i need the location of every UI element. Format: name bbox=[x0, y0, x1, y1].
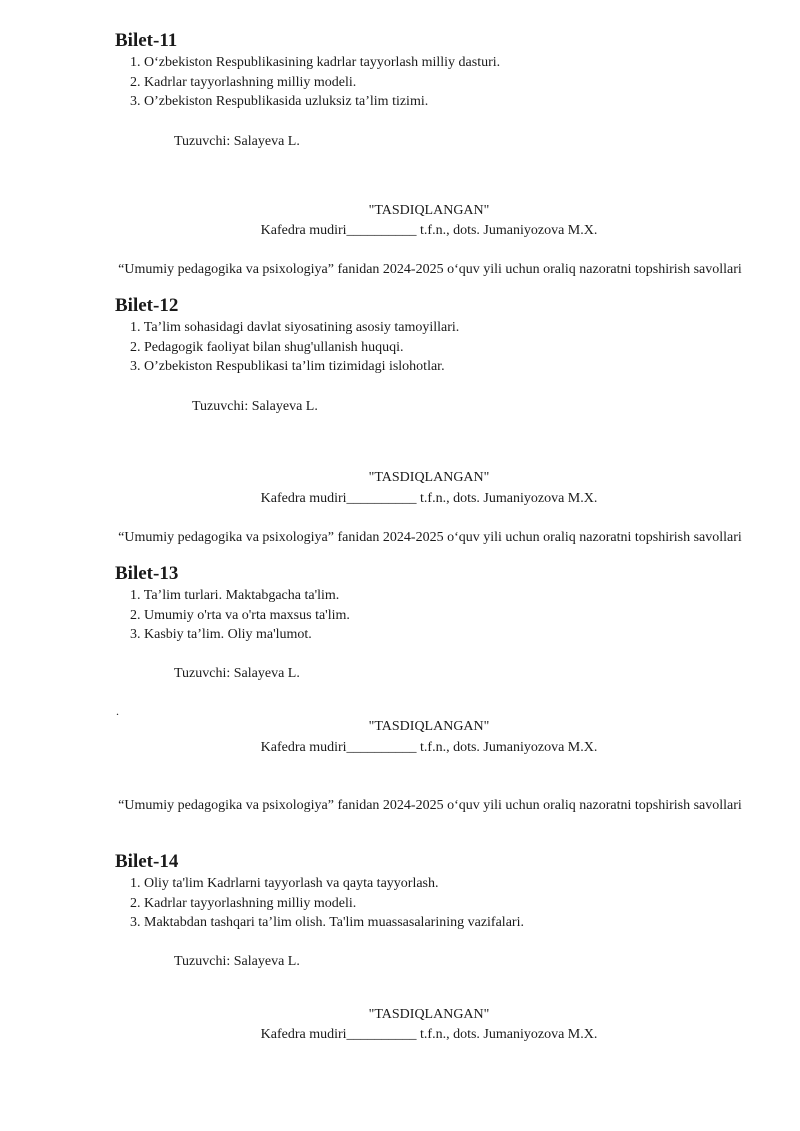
author-line: Tuzuvchi: Salayeva L. bbox=[192, 399, 318, 414]
department-head-line: Kafedra mudiri__________ t.f.n., dots. Jumaniyozova M.X. bbox=[260, 740, 598, 755]
ticket-title: Bilet-11 bbox=[115, 30, 178, 51]
question-item: 1. Ta’lim sohasidagi davlat siyosatining asosiy tamoyillari. bbox=[130, 320, 460, 335]
ticket-title: Bilet-13 bbox=[115, 563, 179, 584]
question-item: 1. O‘zbekiston Respublikasining kadrlar tayyorlash milliy dasturi. bbox=[130, 55, 501, 70]
stray-dot: . bbox=[116, 704, 119, 718]
question-item: 2. Umumiy o'rta va o'rta maxsus ta'lim. bbox=[130, 608, 350, 623]
approved-label: "TASDIQLANGAN" bbox=[368, 719, 490, 734]
department-head-line: Kafedra mudiri__________ t.f.n., dots. Jumaniyozova M.X. bbox=[260, 491, 598, 506]
question-item: 3. O’zbekiston Respublikasi ta’lim tizimidagi islohotlar. bbox=[130, 359, 445, 374]
subject-heading: “Umumiy pedagogika va psixologiya” fanidan 2024-2025 o‘quv yili uchun oraliq nazoratni topshirish savollari bbox=[118, 262, 742, 277]
author-line: Tuzuvchi: Salayeva L. bbox=[174, 666, 300, 681]
approved-label: "TASDIQLANGAN" bbox=[368, 203, 490, 218]
question-item: 2. Kadrlar tayyorlashning milliy modeli. bbox=[130, 75, 357, 90]
approved-label: "TASDIQLANGAN" bbox=[368, 470, 490, 485]
author-line: Tuzuvchi: Salayeva L. bbox=[174, 954, 300, 969]
author-line: Tuzuvchi: Salayeva L. bbox=[174, 134, 300, 149]
subject-heading: “Umumiy pedagogika va psixologiya” fanidan 2024-2025 o‘quv yili uchun oraliq nazoratni topshirish savollari bbox=[118, 798, 742, 813]
subject-heading: “Umumiy pedagogika va psixologiya” fanidan 2024-2025 o‘quv yili uchun oraliq nazoratni topshirish savollari bbox=[118, 530, 742, 545]
ticket-title: Bilet-14 bbox=[115, 851, 179, 872]
ticket-title: Bilet-12 bbox=[115, 295, 179, 316]
question-item: 1. Ta’lim turlari. Maktabgacha ta'lim. bbox=[130, 588, 340, 603]
department-head-line: Kafedra mudiri__________ t.f.n., dots. Jumaniyozova M.X. bbox=[260, 223, 598, 238]
question-item: 1. Oliy ta'lim Kadrlarni tayyorlash va qayta tayyorlash. bbox=[130, 876, 439, 891]
question-item: 2. Pedagogik faoliyat bilan shug'ullanish huquqi. bbox=[130, 340, 404, 355]
question-item: 2. Kadrlar tayyorlashning milliy modeli. bbox=[130, 896, 357, 911]
department-head-line: Kafedra mudiri__________ t.f.n., dots. Jumaniyozova M.X. bbox=[260, 1027, 598, 1042]
question-item: 3. Kasbiy ta’lim. Oliy ma'lumot. bbox=[130, 627, 312, 642]
approved-label: "TASDIQLANGAN" bbox=[368, 1007, 490, 1022]
question-item: 3. Maktabdan tashqari ta’lim olish. Ta'lim muassasalarining vazifalari. bbox=[130, 915, 524, 930]
question-item: 3. O’zbekiston Respublikasida uzluksiz ta’lim tizimi. bbox=[130, 94, 429, 109]
